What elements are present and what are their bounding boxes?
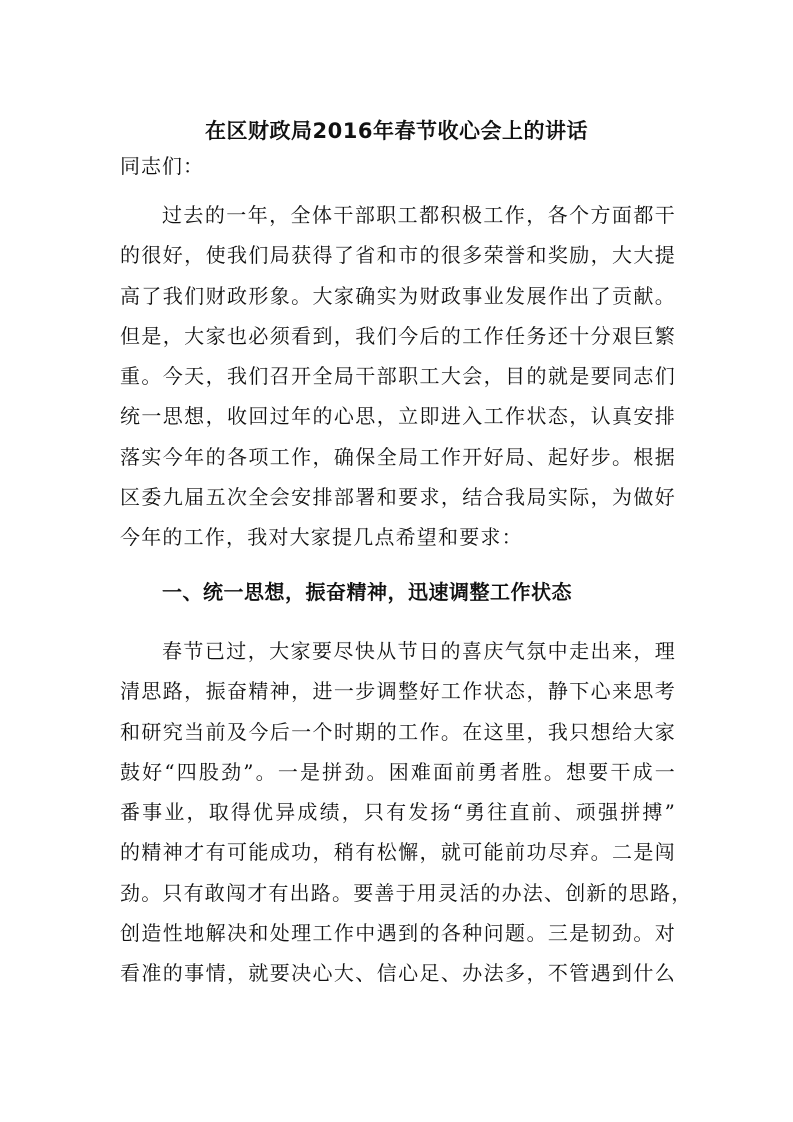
- paragraph-line: 高了我们财政形象。大家确实为财政事业发展作出了贡献。: [120, 283, 676, 308]
- document-title: 在区财政局2016年春节收心会上的讲话: [205, 119, 588, 143]
- paragraph-line: 春节已过，大家要尽快从节日的喜庆气氛中走出来，理: [162, 639, 676, 663]
- paragraph-line: 看准的事情，就要决心大、信心足、办法多，不管遇到什么: [120, 961, 676, 986]
- paragraph-line: 的很好，使我们局获得了省和市的很多荣誉和奖励，大大提: [120, 243, 676, 268]
- paragraph-line: 鼓好“四股劲”。一是拼劲。困难面前勇者胜。想要干成一: [120, 759, 676, 784]
- paragraph-line: 重。今天，我们召开全局干部职工大会，目的就是要同志们: [120, 364, 676, 389]
- paragraph-line: 创造性地解决和处理工作中遇到的各种问题。三是韧劲。对: [120, 921, 676, 946]
- paragraph-2: [120, 631, 693, 994]
- paragraph-line: 但是，大家也必须看到，我们今后的工作任务还十分艰巨繁: [120, 323, 676, 348]
- paragraph-line: 的精神才有可能成功，稍有松懈，就可能前功尽弃。二是闯: [120, 840, 676, 865]
- paragraph-line: 统一思想，收回过年的心思，立即进入工作状态，认真安排: [120, 404, 676, 429]
- section-heading: 一、统一思想，振奋精神，迅速调整工作状态: [162, 580, 572, 604]
- salutation: 同志们：: [120, 154, 204, 178]
- paragraph-line: 和研究当前及今后一个时期的工作。在这里，我只想给大家: [120, 719, 676, 744]
- paragraph-line: 劲。只有敢闯才有出路。要善于用灵活的办法、创新的思路，: [120, 880, 693, 905]
- paragraph-1: [120, 195, 676, 558]
- paragraph-line: 过去的一年，全体干部职工都积极工作，各个方面都干: [162, 203, 676, 227]
- paragraph-line: 区委九届五次全会安排部署和要求，结合我局实际，为做好: [120, 485, 676, 510]
- paragraph-line: 落实今年的各项工作，确保全局工作开好局、起好步。根据: [120, 444, 676, 469]
- paragraph-line: 清思路，振奋精神，进一步调整好工作状态，静下心来思考: [120, 679, 676, 704]
- paragraph-line: 今年的工作，我对大家提几点希望和要求：: [120, 525, 523, 550]
- paragraph-line: 番事业，取得优异成绩，只有发扬“勇往直前、顽强拼搏”: [120, 800, 676, 825]
